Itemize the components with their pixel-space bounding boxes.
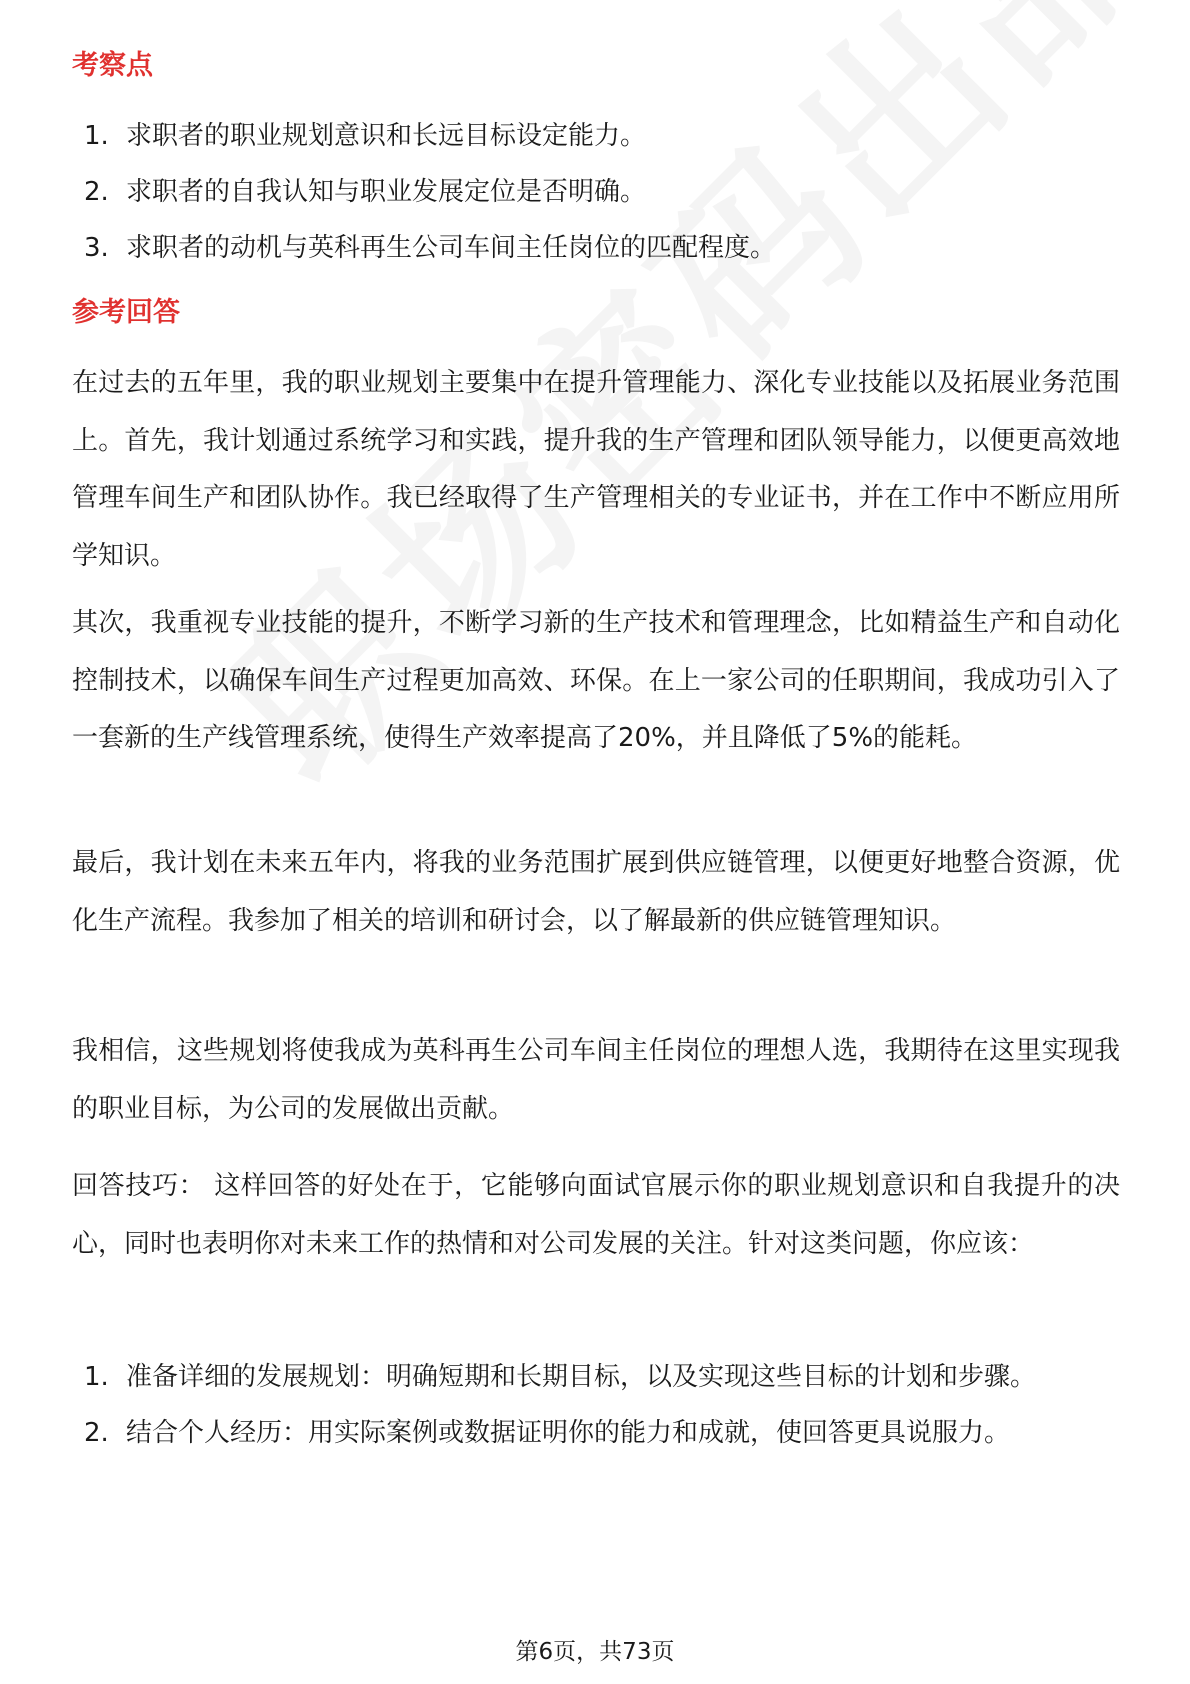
assessment-points-list [84,108,1124,276]
section-title-reference-answer: 参考回答 [72,297,180,328]
section-title-kaochadian: 考察点 [72,50,153,81]
list-number: 1. [84,121,109,151]
list-item-text: 求职者的职业规划意识和长远目标设定能力。 [126,121,647,151]
answer-paragraph: 最后，我计划在未来五年内，将我的业务范围扩展到供应链管理，以便更好地整合资源，优化生产流程。我参加了相关的培训和研讨会，以了解最新的供应链管理知识。 [72,848,1120,936]
answer-paragraph: 其次，我重视专业技能的提升，不断学习新的生产技术和管理理念，比如精益生产和自动化控制技术，以确保车间生产过程更加高效、环保。在上一家公司的任职期间，我成功引入了一套新的生产线管理系统，使得生产效率提高了20%，并且降低了5%的能耗。 [72,608,1120,753]
list-item-text: 结合个人经历：用实际案例或数据证明你的能力和成就，使回答更具说服力。 [126,1418,1011,1448]
tips-paragraph: 回答技巧： 这样回答的好处在于，它能够向面试官展示你的职业规划意识和自我提升的决心，同时也表明你对未来工作的热情和对公司发展的关注。针对这类问题，你应该： [72,1171,1120,1259]
page-number-footer: 第6页，共73页 [515,1639,675,1665]
tips-list [84,1349,1124,1461]
answer-paragraph: 在过去的五年里，我的职业规划主要集中在提升管理能力、深化专业技能以及拓展业务范围上。首先，我计划通过系统学习和实践，提升我的生产管理和团队领导能力，以便更高效地管理车间生产和团队协作。我已经取得了生产管理相关的专业证书，并在工作中不断应用所学知识。 [72,368,1120,571]
list-item [84,108,1124,164]
answer-paragraph: 我相信，这些规划将使我成为英科再生公司车间主任岗位的理想人选，我期待在这里实现我的职业目标，为公司的发展做出贡献。 [72,1036,1120,1124]
list-number: 2. [84,177,109,207]
list-item-text: 求职者的自我认知与职业发展定位是否明确。 [126,177,647,207]
list-item-text: 求职者的动机与英科再生公司车间主任岗位的匹配程度。 [126,233,777,263]
list-number: 3. [84,233,109,263]
list-item [84,1349,1124,1405]
list-item [84,220,1124,276]
list-item [84,1405,1124,1461]
list-item-text: 准备详细的发展规划：明确短期和长期目标，以及实现这些目标的计划和步骤。 [126,1362,1037,1392]
list-number: 2. [84,1418,109,1448]
list-item [84,164,1124,220]
list-number: 1. [84,1362,109,1392]
